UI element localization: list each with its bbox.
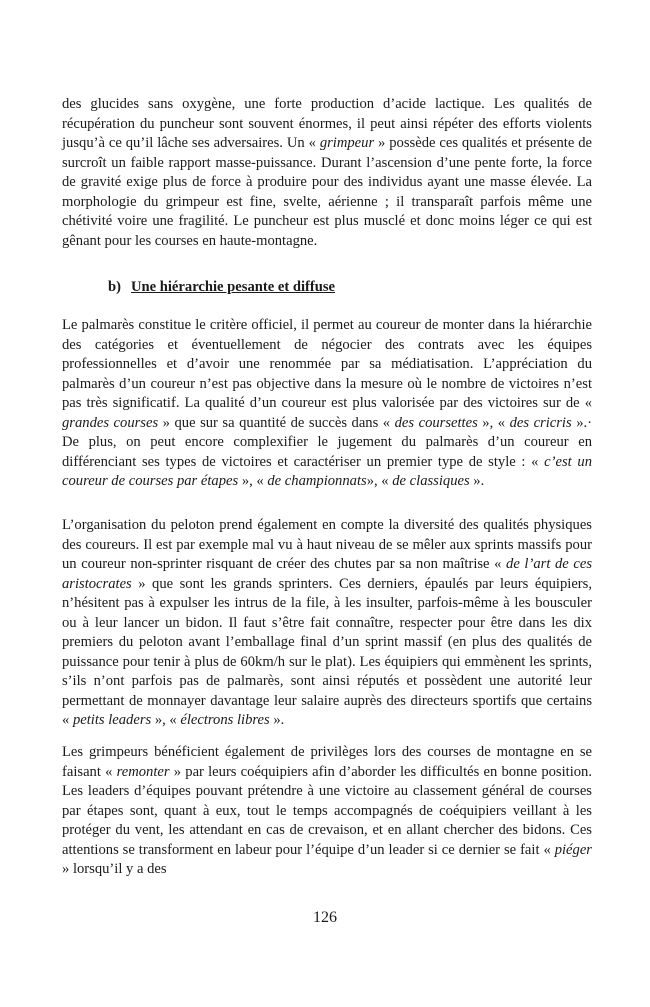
paragraph-grimpeurs-privileges: Les grimpeurs bénéficient également de privilèges lors des courses de montagne en se faisant « remonter » par leurs coéquipiers afin d’aborder les difficultés en bonne position. Les leaders d’équipes pouvant prétendre à une victoire au classement général de courses par étapes sont, quant à eux, tout le temps accompagnés de coéquipiers veillant à les protéger du vent, les attendant en cas de crevaison, et en allant chercher des bidons. Ces attentions se transforment en labeur pour l’équipe d’un leader si ce dernier se fait « piéger » lorsqu’il y a des	[62, 744, 593, 877]
section-marker: b)	[108, 279, 121, 295]
section-heading	[108, 278, 335, 298]
paragraph-palmares: Le palmarès constitue le critère officiel, il permet au coureur de monter dans la hiérarchie des catégories et éventuellement de négocier des contrats avec les équipes professionnelles et d’avoir une renommée par sa médiatisation. L’appréciation du palmarès d’un coureur n’est pas objective dans la mesure où le nombre de victoires n’est pas très significatif. La qualité d’un coureur est plus valorisée par des victoires sur de « grandes courses » que sur sa quantité de succès dans « des coursettes », « des cricris ».· De plus, on peut encore complexifier le jugement du palmarès d’un coureur en différenciant ses types de victoires et caractériser un premier type de style : « c’est un coureur de courses par étapes », « de championnats», « de classiques ».	[62, 317, 593, 489]
page-number: 126	[313, 909, 337, 926]
paragraph-grimpeur-qualities: des glucides sans oxygène, une forte production d’acide lactique. Les qualités de récupération du puncheur sont souvent énormes, il peut ainsi répéter des efforts violents jusqu’à ce qu’il lâche ses adversaires. Un « grimpeur » possède ces qualités et présente de surcroît un faible rapport masse-puissance. Durant l’ascension d’une pente forte, la force de gravité exige plus de force à produire pour des individus ayant une masse élevée. La morphologie du grimpeur est fine, svelte, aérienne ; il transparaît parfois même une chétivité voire une fragilité. Le puncheur est plus musclé et donc moins léger ce qui est gênant pour les courses en haute-montagne.	[62, 96, 592, 249]
paragraph-peloton-organisation: L’organisation du peloton prend également en compte la diversité des qualités physiques des coureurs. Il est par exemple mal vu à haut niveau de se mêler aux sprints massifs pour un coureur non-sprinter risquant de créer des chutes par sa non maîtrise « de l’art de ces aristocrates » que sont les grands sprinters. Ces derniers, épaulés par leurs équipiers, n’hésitent pas à expulser les intrus de la file, à les insulter, parfois-même à les bousculer ou à leur lancer un bidon. Il faut s’être fait connaître, respecter pour être dans les dix premiers du peloton avant l’emballage final d’un sprint massif (en plus des qualités de puissance pour tenir à plus de 60km/h sur le plat). Les équipiers qui emmènent les sprints, s’ils n’ont parfois pas de palmarès, sont ainsi réputés et possèdent une autorité leur permettant de monnayer davantage leur salaire auprès des directeurs sportifs que certains « petits leaders », « électrons libres ».	[62, 517, 592, 728]
section-title: Une hiérarchie pesante et diffuse	[130, 279, 335, 295]
